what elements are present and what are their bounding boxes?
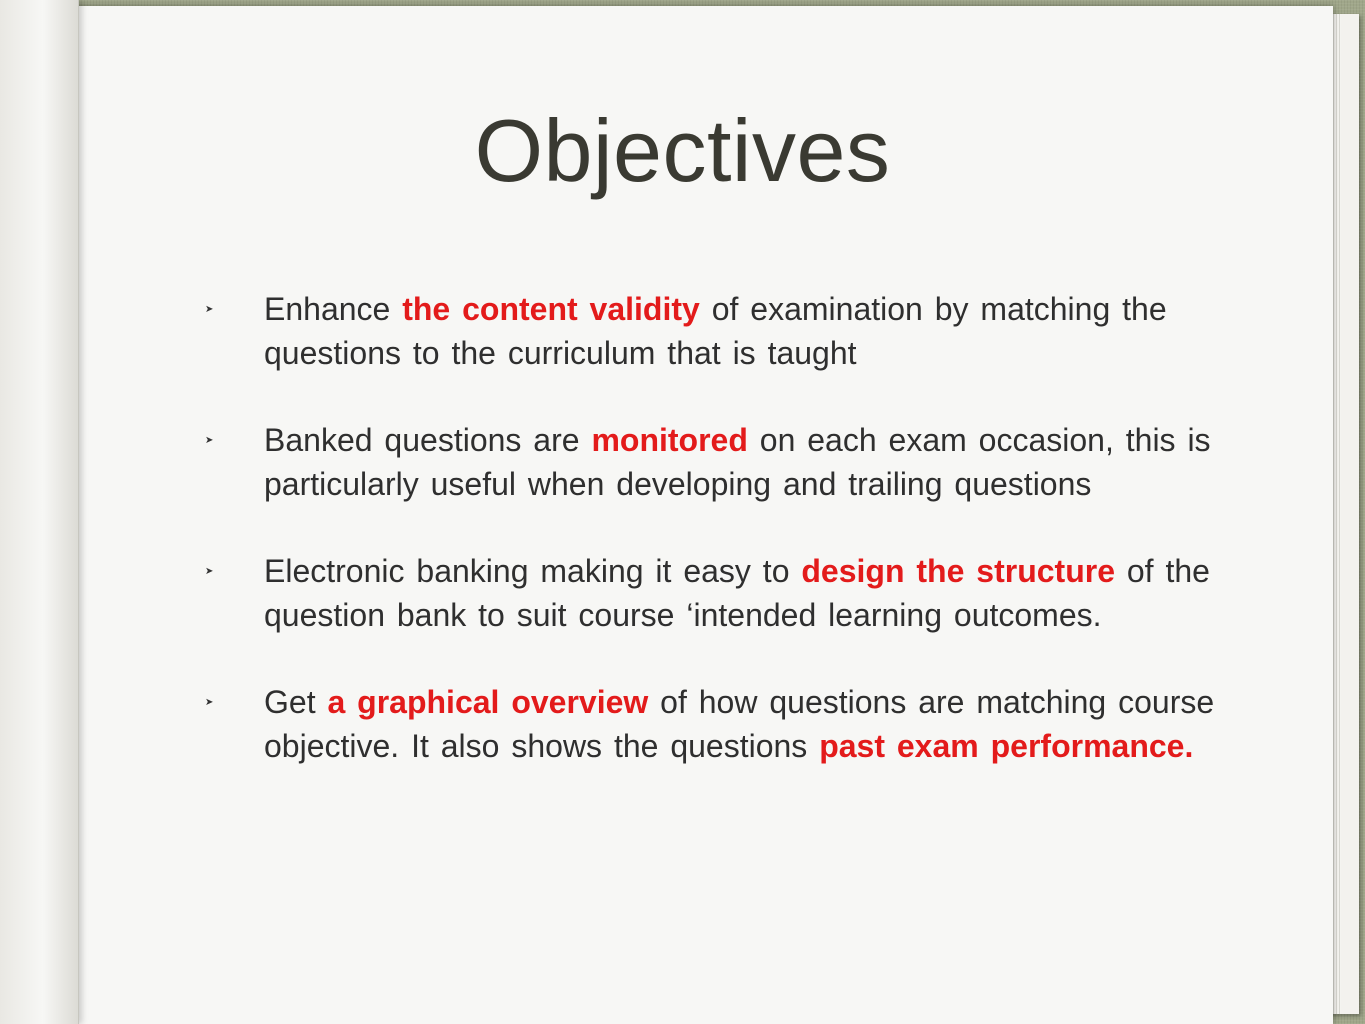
bullet-highlight: a graphical overview <box>327 684 649 720</box>
slide-title: Objectives <box>474 101 891 200</box>
bullet-list <box>205 288 1215 768</box>
bullet-item-monitored <box>205 419 1215 506</box>
bullet-item-content-validity <box>205 288 1215 375</box>
arrowhead-bullet-icon: ➤ <box>205 304 214 315</box>
bullet-text: Banked questions are <box>264 422 592 458</box>
bullet-text: of how questions are matching course objective. It also shows the questions <box>264 684 1215 764</box>
bullet-text: of the question bank to suit course ‘intended learning outcomes. <box>264 553 1210 633</box>
bullet-item-design-structure <box>205 550 1215 637</box>
arrowhead-bullet-icon: ➤ <box>205 697 214 708</box>
bullet-item-graphical-overview <box>205 681 1215 768</box>
arrowhead-bullet-icon: ➤ <box>205 566 214 577</box>
bullet-text: Electronic banking making it easy to <box>264 553 802 589</box>
bullet-text: on each exam occasion, this is particularly useful when developing and trailing questions <box>264 422 1211 502</box>
bullet-text: Get <box>264 684 328 720</box>
bullet-highlight: past exam performance. <box>819 727 1194 764</box>
bullet-highlight: design the structure <box>801 553 1115 589</box>
arrowhead-bullet-icon: ➤ <box>205 435 214 446</box>
bullet-text: Enhance <box>264 291 403 327</box>
bullet-highlight: the content validity <box>402 291 700 327</box>
bullet-highlight: monitored <box>591 422 748 458</box>
bullet-text: of examination by matching the questions to the curriculum that is taught <box>264 291 1167 371</box>
